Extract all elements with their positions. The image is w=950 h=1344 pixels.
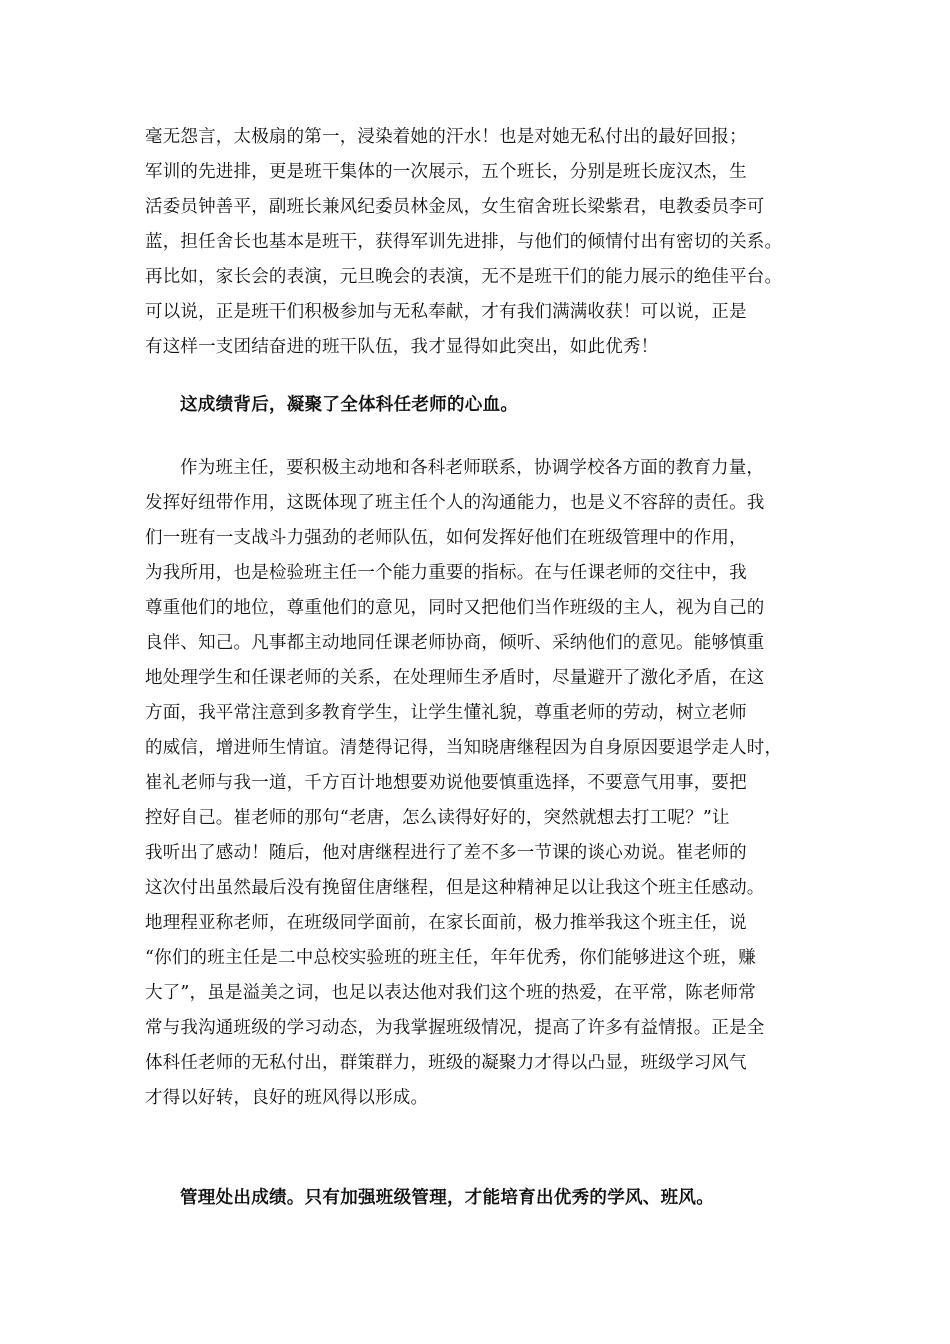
paragraph-class-leaders	[145, 120, 825, 365]
text-line: 再比如，家长会的表演，元旦晚会的表演，无不是班干们的能力展示的绝佳平台。	[145, 267, 783, 287]
text-line: 大了”，虽是溢美之词，也足以表达他对我们这个班的热爱，在平常，陈老师常	[145, 983, 756, 1003]
text-line: 发挥好纽带作用，这既体现了班主任个人的沟通能力，也是义不容辞的责任。我	[145, 493, 765, 513]
text-line: 常与我沟通班级的学习动态，为我掌握班级情况，提高了许多有益情报。正是全	[145, 1018, 765, 1038]
section-heading-management: 管理处出成绩。只有加强班级管理，才能培育出优秀的学风、班风。	[180, 1188, 714, 1208]
text-line: 尊重他们的地位，尊重他们的意见，同时又把他们当作班级的主人，视为自己的	[145, 598, 765, 618]
text-line: 控好自己。崔老师的那句“老唐，怎么读得好好的，突然就想去打工呢？”让	[145, 808, 730, 828]
text-line: 们一班有一支战斗力强劲的老师队伍，如何发挥好他们在班级管理中的作用，	[145, 528, 747, 548]
text-line: 活委员钟善平，副班长兼风纪委员林金凤，女生宿舍班长梁紫君，电教委员李可	[145, 197, 765, 217]
text-line: 地理程亚称老师，在班级同学面前，在家长面前，极力推举我这个班主任，说	[145, 913, 747, 933]
section-heading-teachers: 这成绩背后，凝聚了全体科任老师的心血。	[180, 395, 519, 415]
text-line: 军训的先进排，更是班干集体的一次展示，五个班长，分别是班长庞汉杰，生	[145, 162, 747, 182]
paragraph-teachers	[145, 451, 825, 1116]
text-line: 的威信，增进师生情谊。清楚得记得，当知晓唐继程因为自身原因要退学走人时，	[145, 738, 783, 758]
text-line: 作为班主任，要积极主动地和各科老师联系，协调学校各方面的教育力量，	[180, 458, 765, 478]
text-line: 良伴、知己。凡事都主动地同任课老师协商，倾听、采纳他们的意见。能够慎重	[145, 633, 765, 653]
text-line: 我听出了感动！随后，他对唐继程进行了差不多一节课的谈心劝说。崔老师的	[145, 843, 747, 863]
text-line: 有这样一支团结奋进的班干队伍，我才显得如此突出，如此优秀！	[145, 337, 659, 357]
text-line: 才得以好转，良好的班风得以形成。	[145, 1088, 429, 1108]
text-line: 地处理学生和任课老师的关系，在处理师生矛盾时，尽量避开了激化矛盾，在这	[145, 668, 765, 688]
text-line: “你们的班主任是二中总校实验班的班主任，年年优秀，你们能够进这个班，赚	[145, 948, 756, 968]
text-line: 体科任老师的无私付出，群策群力，班级的凝聚力才得以凸显，班级学习风气	[145, 1053, 747, 1073]
text-line: 方面，我平常注意到多教育学生，让学生懂礼貌，尊重老师的劳动，树立老师	[145, 703, 747, 723]
text-line: 可以说，正是班干们积极参加与无私奉献，才有我们满满收获！可以说，正是	[145, 302, 747, 322]
text-line: 毫无怨言，太极扇的第一，浸染着她的汗水！也是对她无私付出的最好回报；	[145, 127, 747, 147]
text-line: 蓝，担任舍长也基本是班干，获得军训先进排，与他们的倾情付出有密切的关系。	[145, 232, 783, 252]
text-line: 这次付出虽然最后没有挽留住唐继程，但是这种精神足以让我这个班主任感动。	[145, 878, 765, 898]
text-line: 崔礼老师与我一道，千方百计地想要劝说他要慎重选择，不要意气用事，要把	[145, 773, 747, 793]
text-line: 为我所用，也是检验班主任一个能力重要的指标。在与任课老师的交往中，我	[145, 563, 747, 583]
